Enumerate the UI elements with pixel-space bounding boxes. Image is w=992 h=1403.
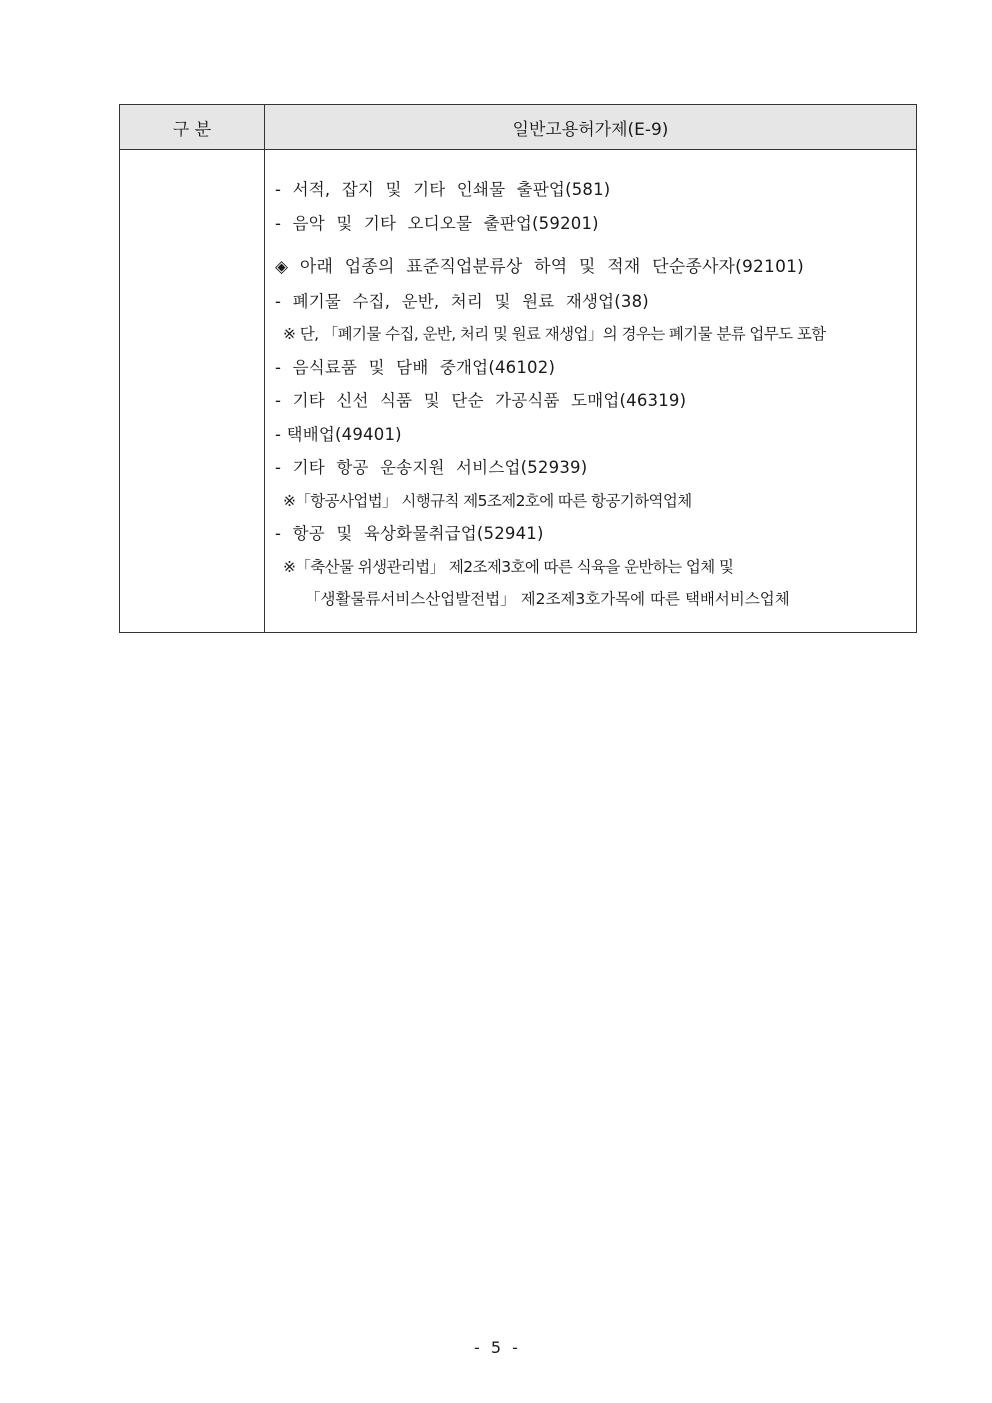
employment-permit-table [119, 104, 917, 633]
note-aviation: ※「항공사업법」 시행규칙 제5조제2호에 따른 항공기하역업체 [283, 492, 692, 510]
header-category [120, 105, 265, 150]
note-waste: ※ 단, 「폐기물 수집, 운반, 처리 및 원료 재생업」의 경우는 폐기물 분류 업무도 포함 [283, 325, 826, 344]
spacer [275, 247, 908, 257]
industry-item-waste: - 폐기물 수집, 운반, 처리 및 원료 재생업(38) [275, 291, 649, 311]
industry-item-courier: - 택배업(49401) [275, 424, 402, 444]
content-block [265, 150, 916, 610]
category-cell [120, 150, 265, 633]
table-body-row [120, 150, 917, 633]
industry-item-publishing: - 서적, 잡지 및 기타 인쇄물 출판업(581) [275, 180, 611, 199]
industry-item-cargo-handling: - 항공 및 육상화물취급업(52941) [275, 524, 544, 544]
note-livestock: ※「축산물 위생관리법」 제2조제3호에 따른 식육을 운반하는 업체 및 [283, 558, 734, 576]
industry-item-audio-publishing: - 음악 및 기타 오디오물 출판업(59201) [275, 213, 599, 233]
header-category-label: 구 분 [172, 119, 212, 140]
industry-item-food-brokerage: - 음식료품 및 담배 중개업(46102) [275, 357, 556, 377]
industry-item-food-wholesale: - 기타 신선 식품 및 단순 가공식품 도매업(46319) [275, 391, 687, 411]
section-heading-loading-workers: ◈ 아래 업종의 표준직업분류상 하역 및 적재 단순종사자(92101) [275, 257, 804, 278]
industry-item-air-transport-support: - 기타 항공 운송지원 서비스업(52939) [275, 458, 588, 478]
table-header-row [120, 105, 917, 150]
page-number: - 5 - [474, 1338, 518, 1357]
header-main [265, 105, 917, 150]
note-logistics: 「생활물류서비스산업발전법」 제2조제3호가목에 따른 택배서비스업체 [305, 590, 790, 609]
content-cell [265, 150, 917, 633]
header-main-label: 일반고용허가제(E-9) [512, 119, 669, 140]
